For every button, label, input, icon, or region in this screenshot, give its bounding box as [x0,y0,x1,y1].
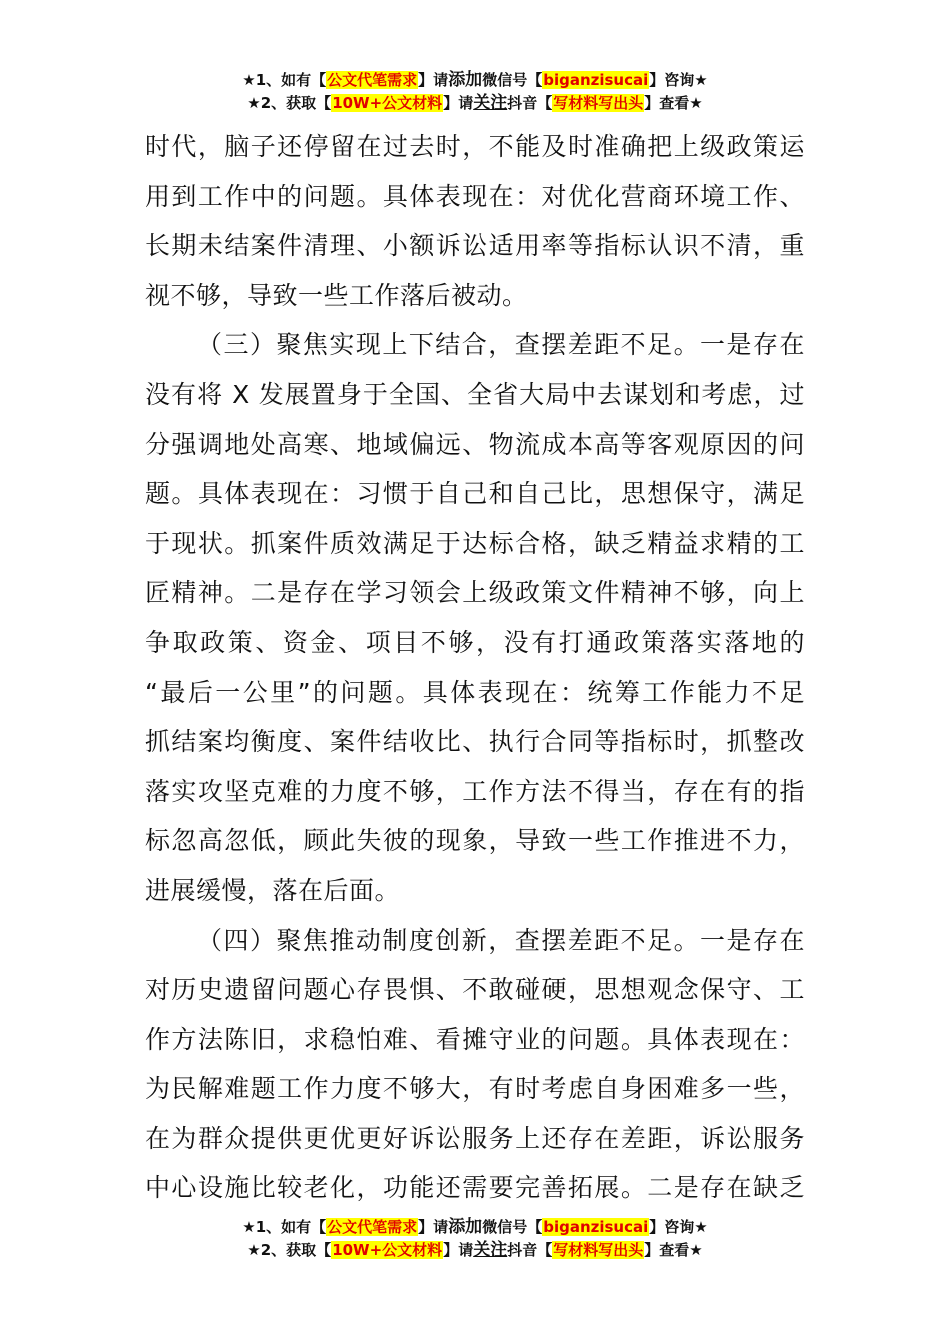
banner-text: 】查看★ [644,94,703,112]
banner-text: 】请 [418,1218,449,1236]
highlight-wechat-id: biganzisucai [543,71,649,89]
banner-text: 】请 [443,1241,474,1259]
banner-text: 关注 [473,1240,508,1260]
highlight-materials: 10W+公文材料 [332,1241,443,1259]
banner-text: ★2、获取【 [247,94,332,112]
body-line: 匠精神。二是存在学习领会上级政策文件精神不够，向上 [145,578,805,608]
highlight-materials: 10W+公文材料 [332,94,443,112]
body-line: 落实攻坚克难的力度不够，工作方法不得当，存在有的指 [145,776,805,806]
banner-text: 】请 [443,94,474,112]
banner-text: 】咨询★ [649,71,708,89]
banner-text: 抖音【 [507,94,553,112]
highlight-service: 公文代笔需求 [327,1218,418,1236]
section-heading-line: （三）聚焦实现上下结合，查摆差距不足。一是存在 [197,330,805,360]
body-line: 进展缓慢，落在后面。 [145,875,401,905]
banner-text: 添加 [448,1217,483,1237]
body-line: 对历史遗留问题心存畏惧、不敢碰硬，思想观念保守、工 [145,975,805,1005]
banner-text: ★1、如有【 [242,1218,327,1236]
header-banner [0,69,950,115]
banner-text: ★2、获取【 [247,1241,332,1259]
highlight-douyin: 写材料写出头 [553,1241,644,1259]
document-body [145,122,805,1213]
banner-text: ★1、如有【 [242,71,327,89]
section-heading-line: （四）聚焦推动制度创新，查摆差距不足。一是存在 [197,925,805,955]
banner-line-2 [0,92,950,115]
banner-text: 添加 [448,70,483,90]
body-line: 为民解难题工作力度不够大，有时考虑自身困难多一些， [145,1074,805,1104]
banner-text: 】请 [418,71,449,89]
banner-text: 关注 [473,93,508,113]
highlight-service: 公文代笔需求 [327,71,418,89]
body-line: 时代，脑子还停留在过去时，不能及时准确把上级政策运 [145,132,805,161]
banner-text: 抖音【 [507,1241,553,1259]
body-line: 于现状。抓案件质效满足于达标合格，缺乏精益求精的工 [145,528,805,558]
highlight-wechat-id: biganzisucai [543,1218,649,1236]
banner-line-1 [0,69,950,92]
body-line: 视不够，导致一些工作落后被动。 [145,280,528,310]
footer-banner [0,1216,950,1262]
body-line: 作方法陈旧，求稳怕难、看摊守业的问题。具体表现在： [145,1024,805,1054]
body-line: 没有将 X 发展置身于全国、全省大局中去谋划和考虑，过 [145,379,805,409]
body-line: 长期未结案件清理、小额诉讼适用率等指标认识不清，重 [145,231,805,261]
body-line: 题。具体表现在：习惯于自己和自己比，思想保守，满足 [145,479,805,509]
body-line: 分强调地处高寒、地域偏远、物流成本高等客观原因的问 [145,429,805,459]
body-line: 标忽高忽低，顾此失彼的现象，导致一些工作推进不力， [145,826,805,856]
body-line: 用到工作中的问题。具体表现在：对优化营商环境工作、 [145,181,805,211]
body-line: “最后一公里”的问题。具体表现在：统筹工作能力不足 [145,677,805,707]
banner-line-1 [0,1216,950,1239]
body-line: 中心设施比较老化，功能还需要完善拓展。二是存在缺乏 [145,1173,805,1203]
highlight-douyin: 写材料写出头 [553,94,644,112]
banner-text: 】查看★ [644,1241,703,1259]
banner-text: 微信号【 [482,71,543,89]
banner-text: 】咨询★ [649,1218,708,1236]
banner-line-2 [0,1239,950,1262]
body-line: 抓结案均衡度、案件结收比、执行合同等指标时，抓整改 [145,727,805,757]
banner-text: 微信号【 [482,1218,543,1236]
body-line: 在为群众提供更优更好诉讼服务上还存在差距，诉讼服务 [145,1123,805,1153]
body-line: 争取政策、资金、项目不够，没有打通政策落实落地的 [145,627,805,657]
